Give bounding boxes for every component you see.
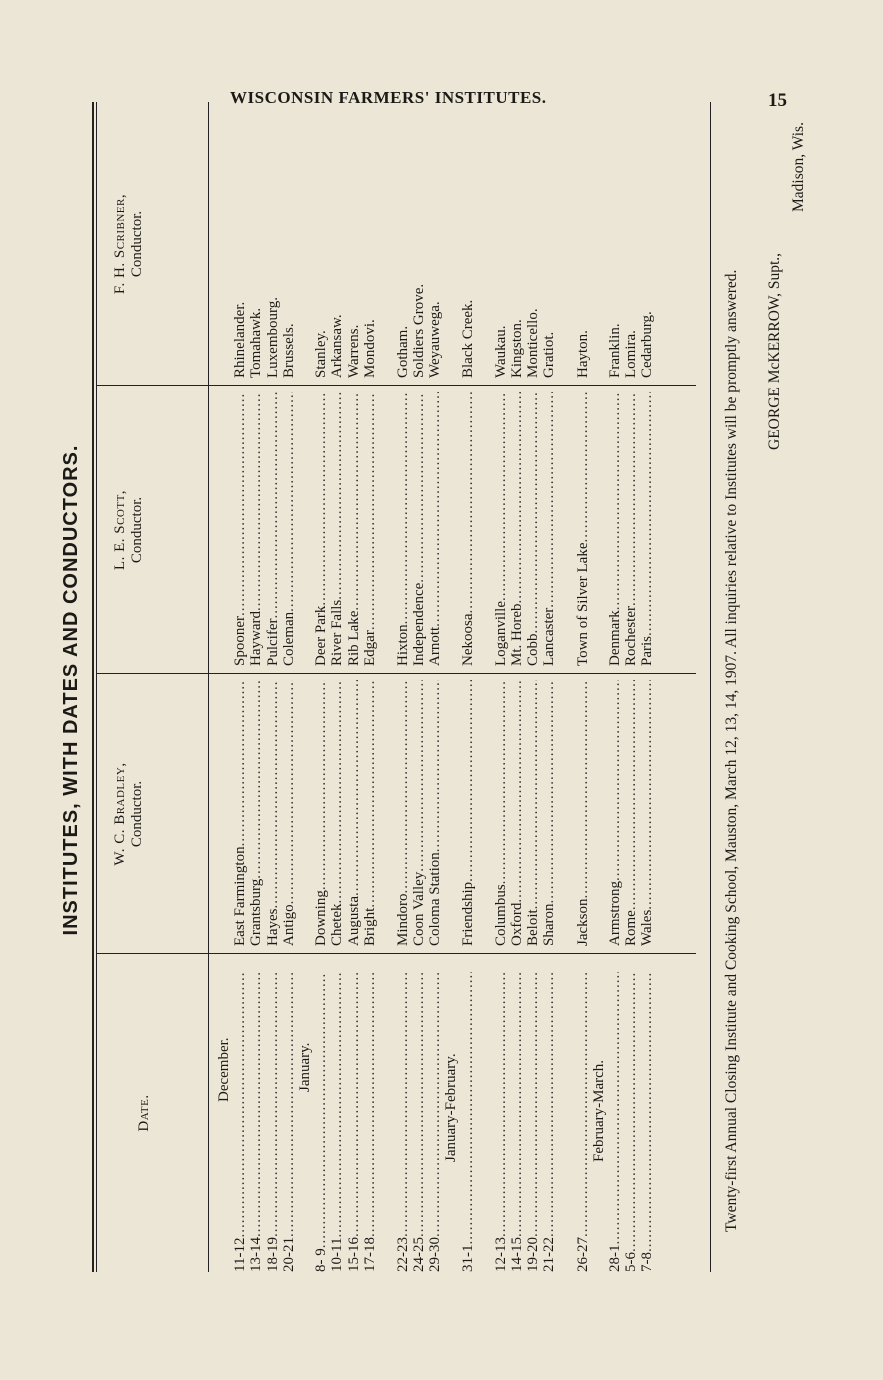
place-row: Nekoosa ..... xyxy=(460,392,476,666)
place-row: Oxford ..... xyxy=(509,680,525,946)
place-row: Grantsburg ..... xyxy=(248,680,264,946)
place-row: East Farmington ..... xyxy=(232,680,248,946)
date-row: 8- 9 ..... xyxy=(313,972,329,1272)
place-row: Coon Valley ..... xyxy=(411,680,427,946)
place-row: Beloit ..... xyxy=(525,680,541,946)
top-rule xyxy=(92,102,94,1272)
signature: GEORGE McKERROW, Supt., xyxy=(766,252,783,450)
date-row: 19-20 ..... xyxy=(525,972,541,1272)
col-rule-2 xyxy=(96,673,696,674)
place-row: Hayton. xyxy=(574,330,591,378)
place-row: Rochester ..... xyxy=(623,392,639,666)
header-date: Date. xyxy=(136,1094,152,1132)
place-row: Pulcifer ..... xyxy=(265,392,281,666)
place-row: Cedarburg. xyxy=(639,311,656,378)
place-row: Stanley. xyxy=(313,330,330,378)
place-row: Arkansaw. xyxy=(329,314,346,378)
date-row: 21-22 ..... xyxy=(541,972,557,1272)
place-row: Monticello. xyxy=(525,308,542,378)
place-row: Jackson ..... xyxy=(575,680,591,946)
date-row: 22-23 ..... xyxy=(395,972,411,1272)
header-col1: W. C. Bradley, Conductor. xyxy=(112,762,145,866)
place-row: Weyauwega. xyxy=(427,301,444,378)
date-row: 15-16 ..... xyxy=(346,972,362,1272)
place-row: Gratiot. xyxy=(541,331,558,378)
date-row: 10-11 ..... xyxy=(329,972,345,1272)
date-row: 12-13 ..... xyxy=(493,972,509,1272)
place-row: Downing ..... xyxy=(313,680,329,946)
header-col3: F. H. Scribner, Conductor. xyxy=(112,193,145,295)
place-row: Gotham. xyxy=(394,325,411,378)
date-row: 18-19 ..... xyxy=(265,972,281,1272)
header-rule xyxy=(208,102,209,1272)
place-row: Sharon ..... xyxy=(541,680,557,946)
place-row: Tomahawk. xyxy=(248,307,265,378)
running-head: WISCONSIN FARMERS' INSTITUTES. xyxy=(230,88,547,107)
place-row: Franklin. xyxy=(606,323,623,378)
place-row: Bright ..... xyxy=(362,680,378,946)
place-row: Kingston. xyxy=(509,319,525,378)
place-row: Columbus ..... xyxy=(493,680,509,946)
place-row: Hayes ..... xyxy=(265,680,281,946)
place-row: Town of Silver Lake ..... xyxy=(575,392,591,666)
place-row: Chetek ..... xyxy=(329,680,345,946)
place-row: Mt. Horeb ..... xyxy=(509,392,525,666)
date-column xyxy=(216,972,656,1272)
place-row: Lancaster ..... xyxy=(541,392,557,666)
date-row: 5-6 ..... xyxy=(623,972,639,1272)
col-rule-1 xyxy=(96,953,696,954)
date-row: 13-14 ..... xyxy=(248,972,264,1272)
place-row: Edgar ..... xyxy=(362,392,378,666)
date-row: 24-25 ..... xyxy=(411,972,427,1272)
place-row: Mondovi. xyxy=(361,319,378,378)
place-row: Augusta ..... xyxy=(346,680,362,946)
month-label: January. xyxy=(296,1042,313,1092)
place-row: Armstrong ..... xyxy=(607,680,623,946)
date-row: 20-21 ..... xyxy=(281,972,297,1272)
place-row: Soldiers Grove. xyxy=(411,283,428,378)
footnote-rule xyxy=(710,102,711,1272)
place-row: Brussels. xyxy=(280,323,297,378)
date-row: 11-12 ..... xyxy=(232,972,248,1272)
footnote-text: Twenty-first Annual Closing Institute and Cooking School, Mauston, March 12, 13, 14, 1907. All inquiries relative to Institutes will be promptly answered. xyxy=(723,269,740,1232)
place-row: Coleman ..... xyxy=(281,392,297,666)
date-row: 26-27 ..... xyxy=(575,972,591,1272)
month-label: February-March. xyxy=(590,1059,607,1162)
place-row: Deer Park ..... xyxy=(313,392,329,666)
place-row: Black Creek. xyxy=(459,299,476,378)
scott-column xyxy=(216,392,656,666)
place-row: Independence ..... xyxy=(411,392,427,666)
place-row: Arnott ..... xyxy=(427,392,443,666)
date-row: 31-1 ..... xyxy=(460,972,476,1272)
place-row: Waukau. xyxy=(492,325,509,378)
place-row: Hayward ..... xyxy=(248,392,264,666)
top-rule-2 xyxy=(96,102,97,1272)
table-title: INSTITUTES, WITH DATES AND CONDUCTORS. xyxy=(60,444,82,936)
place-row: Friendship ..... xyxy=(460,680,476,946)
place-row: Antigo ..... xyxy=(281,680,297,946)
place-row: Spooner ..... xyxy=(232,392,248,666)
date-row: 29-30 ..... xyxy=(427,972,443,1272)
place-row: Denmark ..... xyxy=(607,392,623,666)
signature-address: Madison, Wis. xyxy=(790,122,807,212)
date-row: 17-18 ..... xyxy=(362,972,378,1272)
place-row: Cobb ..... xyxy=(525,392,541,666)
date-row: 14-15 ..... xyxy=(509,972,525,1272)
date-row: 7-8 ..... xyxy=(639,972,655,1272)
page-number: 15 xyxy=(768,90,787,111)
place-row: Coloma Station ..... xyxy=(427,680,443,946)
place-row: Wales ..... xyxy=(639,680,655,946)
bradley-column xyxy=(216,680,656,946)
place-row: Rhinelander. xyxy=(232,301,249,378)
place-row: River Falls ..... xyxy=(329,392,345,666)
place-row: Hixton ..... xyxy=(395,392,411,666)
place-row: Lomira. xyxy=(623,330,640,378)
place-row: Paris ..... xyxy=(639,392,655,666)
place-row: Rib Lake ..... xyxy=(346,392,362,666)
place-row: Warrens. xyxy=(345,324,362,378)
place-row: Mindoro ..... xyxy=(395,680,411,946)
month-label: December. xyxy=(216,1037,232,1102)
header-col2: L. E. Scott, Conductor. xyxy=(112,489,145,571)
place-row: Luxembourg. xyxy=(264,297,281,378)
col-rule-3 xyxy=(96,385,696,386)
month-label: January-February. xyxy=(443,1053,460,1162)
scribner-column xyxy=(216,108,656,378)
place-row: Rome ..... xyxy=(623,680,639,946)
place-row: Loganville ..... xyxy=(493,392,509,666)
date-row: 28-1 ..... xyxy=(607,972,623,1272)
